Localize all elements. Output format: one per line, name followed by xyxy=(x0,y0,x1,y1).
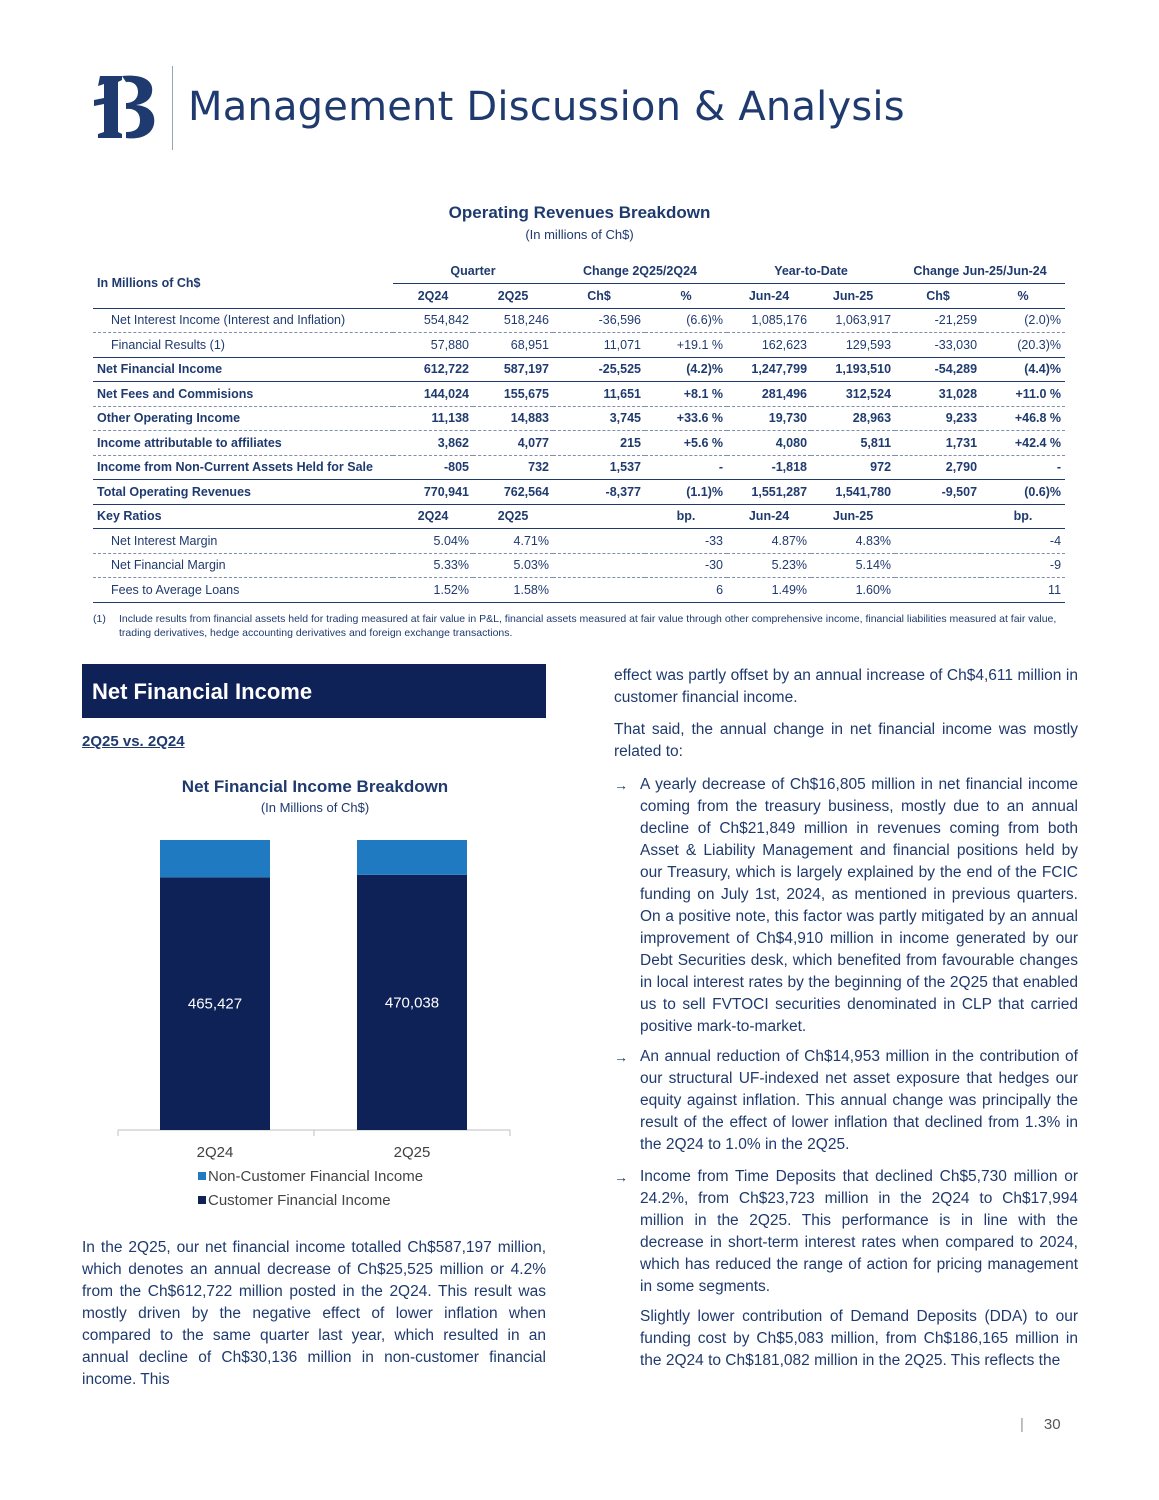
bullet-text: Income from Time Deposits that declined Ch$5,730 million or 24.2%, from Ch$23,723 million in the 2Q24 to Ch$17,994 million in the 2Q25. This performance is in line with the decrease in short-term interest rates when compared to 2024, which has reduced the range of action for pricing management in some segments. xyxy=(640,1168,1078,1295)
cell: 5.14% xyxy=(811,553,895,578)
cell: 1.52% xyxy=(393,578,473,603)
key-ratios-label: Key Ratios xyxy=(93,504,393,529)
col-header: bp. xyxy=(645,504,727,529)
table-row xyxy=(93,431,1065,456)
cell: 11 xyxy=(981,578,1065,603)
cell: 162,623 xyxy=(727,333,811,358)
cell: 5.23% xyxy=(727,553,811,578)
chart-subtitle: (In Millions of Ch$) xyxy=(260,800,370,815)
cell: 31,028 xyxy=(938,386,978,401)
bullet-item xyxy=(614,1166,1078,1298)
cell: 11,651 xyxy=(603,386,641,401)
table-header-row-groups xyxy=(93,259,1065,284)
row-label: Income from Non-Current Assets Held for Sale xyxy=(93,455,393,480)
cell: 4.83% xyxy=(855,533,892,548)
cell: 4.87% xyxy=(771,533,808,548)
group-ytd: Year-to-Date xyxy=(727,259,895,284)
cell: 11,138 xyxy=(393,406,473,431)
bullet-text: A yearly decrease of Ch$16,805 million in net financial income coming from the treasury business, mostly due to an annual decline of Ch$21,849 million in revenues coming from both Asset & Liability Management and financial positions held by our Treasury, which is largely explained by the end of the FCIC funding on July 1st, 2024, as mentioned in previous quarters. On a positive note, this factor was partly mitigated by an annual improvement of Ch$4,910 million in income generated by our Debt Securities desk, which benefited from favourable changes in local interest rates by the beginning of the 2Q25 that enabled us to sell FVTOCI securities denominated in CLP that carried positive mark-to-market. xyxy=(640,776,1078,1035)
cell: 2,790 xyxy=(895,455,981,480)
col-header: 2Q25 xyxy=(473,504,553,529)
legend-item xyxy=(198,1164,423,1188)
legend-item xyxy=(198,1188,423,1212)
row-label: Total Operating Revenues xyxy=(93,480,393,505)
cell: (1.1)% xyxy=(645,480,727,505)
cell: 770,941 xyxy=(393,480,473,505)
group-change-quarter: Change 2Q25/2Q24 xyxy=(553,259,727,284)
bullet-item xyxy=(614,1046,1078,1156)
chart-title: Net Financial Income Breakdown xyxy=(181,777,449,796)
cell: +19.1 % xyxy=(645,333,727,358)
table-row xyxy=(93,382,1065,407)
cell: -33 xyxy=(704,533,724,548)
bank-logo xyxy=(92,70,158,142)
cell: -4 xyxy=(1049,533,1062,548)
key-ratios-header-row xyxy=(93,504,1065,529)
right-paragraph-2: That said, the annual change in net financial income was mostly related to: xyxy=(614,721,1078,760)
legend-swatch-customer xyxy=(198,1196,206,1204)
table-row xyxy=(93,553,1065,578)
legend-label: Customer Financial Income xyxy=(208,1191,391,1209)
bullet-item xyxy=(614,774,1078,1038)
table-row xyxy=(93,406,1065,431)
row-label: Financial Results (1) xyxy=(93,333,393,358)
cell: -21,259 xyxy=(934,313,978,328)
page-title: Management Discussion & Analysis xyxy=(188,84,905,130)
col-header: Jun-25 xyxy=(811,504,895,529)
footnote-number: (1) xyxy=(93,613,106,625)
cell: -30 xyxy=(645,553,727,578)
cell: 144,024 xyxy=(423,386,469,401)
cell: -9,507 xyxy=(895,480,981,505)
table-subtitle: (In millions of Ch$) xyxy=(525,227,634,242)
cell: 28,963 xyxy=(811,406,895,431)
cell: 972 xyxy=(811,455,895,480)
legend-label: Non-Customer Financial Income xyxy=(208,1167,424,1185)
cell: 1,193,510 xyxy=(811,357,895,382)
cell: 1,085,176 xyxy=(751,313,808,328)
cell: 3,745 xyxy=(553,406,645,431)
col-header: % xyxy=(645,284,727,309)
group-quarter: Quarter xyxy=(393,259,553,284)
group-change-ytd: Change Jun-25/Jun-24 xyxy=(895,259,1065,284)
section-subhead: 2Q25 vs. 2Q24 xyxy=(82,733,185,750)
cell: 1.58% xyxy=(473,578,553,603)
cell: 1,551,287 xyxy=(727,480,811,505)
table-row-total xyxy=(93,480,1065,505)
cell: -54,289 xyxy=(895,357,981,382)
col-header: Jun-25 xyxy=(811,284,895,309)
cell: 5,811 xyxy=(811,431,895,456)
arrow-icon: → xyxy=(614,777,628,793)
cell: 1.49% xyxy=(727,578,811,603)
cell: 4,080 xyxy=(727,431,811,456)
cell: +5.6 % xyxy=(645,431,727,456)
cell: +46.8 % xyxy=(981,406,1065,431)
cell: (6.6)% xyxy=(686,313,724,328)
header-divider xyxy=(172,66,173,150)
cell: -36,596 xyxy=(598,313,641,328)
cell: (0.6)% xyxy=(981,480,1065,505)
cell: 312,524 xyxy=(845,386,892,401)
cell: (20.3)% xyxy=(981,333,1065,358)
row-label: Net Fees and Commisions xyxy=(97,386,254,401)
cell: -33,030 xyxy=(895,333,981,358)
cell: 612,722 xyxy=(393,357,473,382)
row-label: Net Financial Income xyxy=(93,357,393,382)
table-row xyxy=(93,529,1065,554)
cell: 6 xyxy=(645,578,727,603)
table-row xyxy=(93,578,1065,603)
footnote-text: Include results from financial assets held for trading measured at fair value in P&L, financial assets measured at fair value through other comprehensive income, financial liabilities measured at fair value, trading derivatives, hedge accounting derivatives and foreign exchange transactions. xyxy=(119,613,1057,639)
cell: - xyxy=(645,455,727,480)
col-header: Jun-24 xyxy=(727,504,811,529)
row-label: Net Interest Income (Interest and Inflation) xyxy=(111,313,346,328)
section-banner: Net Financial Income xyxy=(82,664,546,718)
cell: 281,496 xyxy=(761,386,808,401)
col-header: 2Q25 xyxy=(473,284,553,309)
cell: +11.0 % xyxy=(1015,386,1062,401)
cell: 732 xyxy=(473,455,553,480)
col-header: Jun-24 xyxy=(727,284,811,309)
x-tick-label: 2Q24 xyxy=(196,1144,234,1160)
row-header-label: In Millions of Ch$ xyxy=(93,259,393,308)
row-label: Fees to Average Loans xyxy=(93,578,393,603)
cell: 68,951 xyxy=(473,333,553,358)
col-header: 2Q24 xyxy=(393,284,473,309)
cell: 129,593 xyxy=(811,333,895,358)
legend-swatch-non-customer xyxy=(198,1172,206,1180)
cell: 4.71% xyxy=(513,533,549,548)
table-footnote xyxy=(93,612,1073,640)
table-title: Operating Revenues Breakdown xyxy=(448,203,711,222)
cell: 9,233 xyxy=(895,406,981,431)
cell: 1,541,780 xyxy=(811,480,895,505)
cell: 518,246 xyxy=(503,313,549,328)
cell: 4,077 xyxy=(473,431,553,456)
cell: (4.2)% xyxy=(645,357,727,382)
arrow-icon: → xyxy=(614,1049,628,1065)
table-row xyxy=(93,333,1065,358)
right-paragraph-1: effect was partly offset by an annual increase of Ch$4,611 million in customer financial income. xyxy=(614,667,1078,706)
cell: -805 xyxy=(393,455,473,480)
cell: +8.1 % xyxy=(683,386,724,401)
table-row xyxy=(93,455,1065,480)
table-row xyxy=(93,308,1065,333)
cell: 3,862 xyxy=(393,431,473,456)
table-row-subtotal xyxy=(93,357,1065,382)
cell: 5.03% xyxy=(473,553,553,578)
col-header: % xyxy=(981,284,1065,309)
cell: (4.4)% xyxy=(981,357,1065,382)
operating-revenues-table xyxy=(93,259,1065,603)
cell: - xyxy=(981,455,1065,480)
cell: 1,247,799 xyxy=(727,357,811,382)
arrow-icon: → xyxy=(614,1169,628,1185)
cell: 1,537 xyxy=(553,455,645,480)
bullet-text: An annual reduction of Ch$14,953 million in the contribution of our structural UF-indexed net asset exposure that hedges our equity against inflation. This annual change was principally the result of the effect of lower inflation that declined from 1.3% in the 2Q24 to 1.0% in the 2Q25. xyxy=(640,1048,1078,1153)
col-header: Ch$ xyxy=(553,284,645,309)
cell: 1,731 xyxy=(895,431,981,456)
cell: 587,197 xyxy=(473,357,553,382)
cell: -25,525 xyxy=(553,357,645,382)
bar-non-customer xyxy=(357,840,467,875)
cell: 19,730 xyxy=(727,406,811,431)
row-label: Other Operating Income xyxy=(93,406,393,431)
cell: 554,842 xyxy=(423,313,469,328)
cell: 5.33% xyxy=(393,553,473,578)
cell: 215 xyxy=(553,431,645,456)
bullet-text: Slightly lower contribution of Demand Deposits (DDA) to our funding cost by Ch$5,083 million, from Ch$186,165 million in the 2Q24 to Ch$181,082 million in the 2Q25. This reflects the xyxy=(640,1308,1078,1369)
row-label: Net Interest Margin xyxy=(111,533,218,548)
page-footer xyxy=(1020,1416,1061,1433)
cell: -9 xyxy=(981,553,1065,578)
left-paragraph: In the 2Q25, our net financial income totalled Ch$587,197 million, which denotes an annual decrease of Ch$25,525 million or 4.2% from the Ch$612,722 million posted in the 2Q24. This result was mostly driven by the negative effect of lower inflation when compared to the same quarter last year, which resulted in an annual decline of Ch$30,136 million in non-customer financial income. This xyxy=(82,1239,546,1388)
bullet-continuation xyxy=(614,1306,1078,1372)
bar-data-label: 465,427 xyxy=(187,995,243,1013)
row-label: Net Financial Margin xyxy=(93,553,393,578)
col-header: Ch$ xyxy=(895,284,981,309)
bar-data-label: 470,038 xyxy=(384,994,440,1012)
cell: +33.6 % xyxy=(645,406,727,431)
page-number: 30 xyxy=(1043,1416,1061,1433)
cell: 14,883 xyxy=(473,406,553,431)
cell: +42.4 % xyxy=(981,431,1065,456)
row-label: Income attributable to affiliates xyxy=(93,431,393,456)
cell: -1,818 xyxy=(727,455,811,480)
cell: 57,880 xyxy=(393,333,473,358)
cell: 155,675 xyxy=(503,386,549,401)
cell: 5.04% xyxy=(433,533,469,548)
cell: (2.0)% xyxy=(1024,313,1062,328)
net-financial-income-chart xyxy=(100,840,540,1160)
cell: 11,071 xyxy=(553,333,645,358)
col-header: 2Q24 xyxy=(393,504,473,529)
footer-separator: | xyxy=(1020,1416,1024,1433)
cell: 1,063,917 xyxy=(835,313,892,328)
col-header: bp. xyxy=(981,504,1065,529)
chart-legend xyxy=(198,1164,423,1212)
bar-non-customer xyxy=(160,840,270,877)
cell: 762,564 xyxy=(473,480,553,505)
cell: 1.60% xyxy=(811,578,895,603)
cell: -8,377 xyxy=(553,480,645,505)
x-tick-label: 2Q25 xyxy=(393,1144,431,1160)
